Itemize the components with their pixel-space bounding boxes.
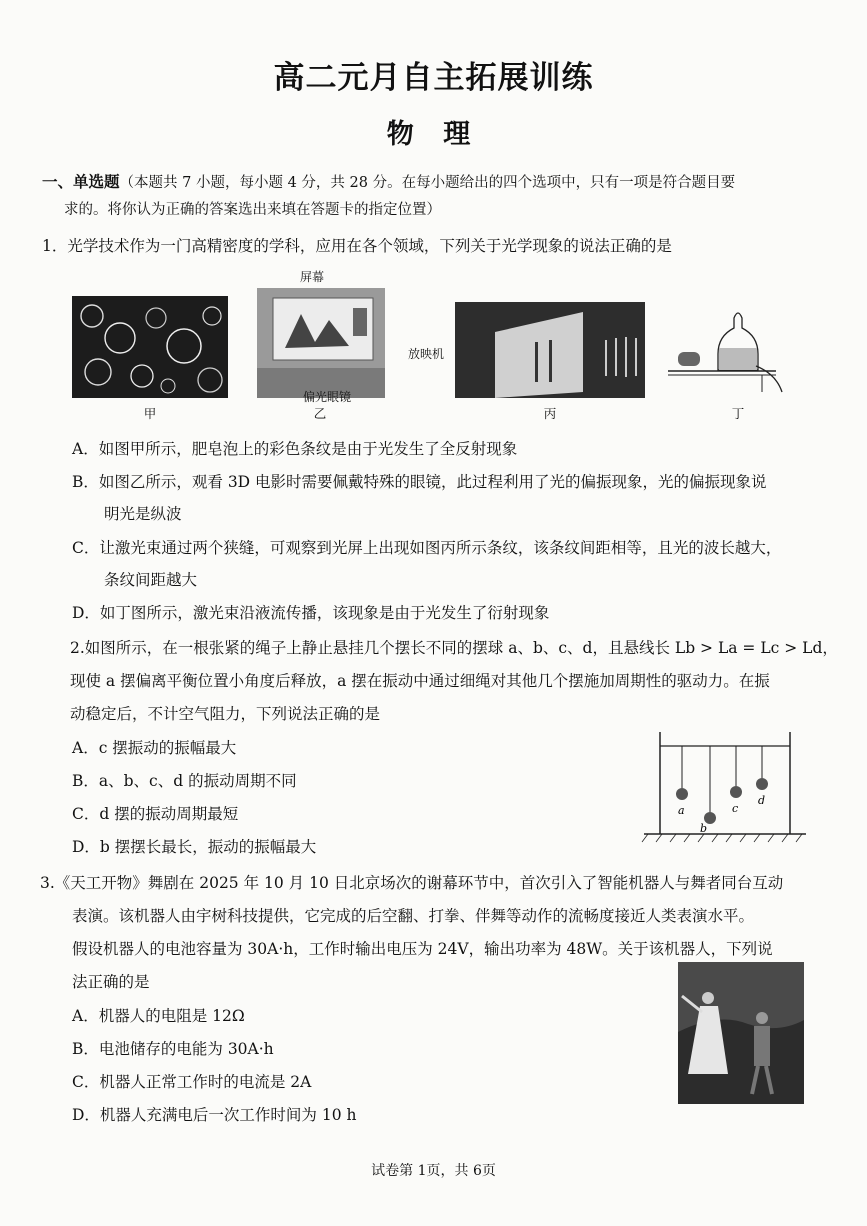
caption-ding: 丁 xyxy=(731,406,745,421)
caption-bing: 丙 xyxy=(543,406,557,421)
robot-dancer-photo xyxy=(678,962,804,1104)
caption-yi: 乙 xyxy=(313,406,327,421)
q2-option-c: C．d 摆的振动周期最短 xyxy=(72,805,239,823)
section-description-2: 求的。将你认为正确的答案选出来填在答题卡的指定位置） xyxy=(64,202,441,218)
pendulum-label-b: b xyxy=(700,822,708,835)
laser-water-diagram xyxy=(664,308,794,394)
pendulum-diagram xyxy=(640,726,810,846)
q2-stem-3: 动稳定后，不计空气阻力，下列说法正确的是 xyxy=(70,705,381,723)
section-description: （本题共 7 小题，每小题 4 分，共 28 分。在每小题给出的四个选项中，只有一项是符合题目要 xyxy=(119,175,736,191)
q3-option-c: C．机器人正常工作时的电流是 2A xyxy=(72,1073,312,1091)
pendulum-label-c: c xyxy=(732,802,739,815)
label-projector: 放映机 xyxy=(408,347,445,361)
double-slit-photo xyxy=(455,302,645,398)
subject-title: 物 理 xyxy=(386,119,481,150)
q3-option-d: D．机器人充满电后一次工作时间为 10 h xyxy=(72,1106,357,1124)
robot-dancer-image xyxy=(678,962,804,1104)
3d-movie-photo xyxy=(257,288,385,398)
q1-option-c-1: C．让激光束通过两个狭缝，可观察到光屏上出现如图丙所示条纹，该条纹间距相等，且光的波长越大， xyxy=(72,539,782,557)
q2-stem-1: 2.如图所示，在一根张紧的绳子上静止悬挂几个摆长不同的摆球 a、b、c、d，且悬线长 Lb > La = Lc > Ld， xyxy=(70,639,838,657)
q1-option-b-2: 明光是纵波 xyxy=(104,505,182,523)
3d-movie-image xyxy=(257,288,385,398)
q1-option-b-1: B．如图乙所示，观看 3D 电影时需要佩戴特殊的眼镜，此过程利用了光的偏振现象，光的偏振现象说 xyxy=(72,473,767,491)
page-footer: 试卷第 1页，共 6页 xyxy=(371,1163,496,1179)
q1-option-c-2: 条纹间距越大 xyxy=(104,571,198,589)
label-screen: 屏幕 xyxy=(300,270,325,284)
pendulum-label-d: d xyxy=(758,794,766,807)
q3-stem-4: 法正确的是 xyxy=(72,973,150,991)
q1-option-d: D．如丁图所示，激光束沿液流传播，该现象是由于光发生了衍射现象 xyxy=(72,604,550,622)
q1-option-a: A．如图甲所示，肥皂泡上的彩色条纹是由于光发生了全反射现象 xyxy=(72,440,518,458)
soap-bubbles-image xyxy=(72,296,228,398)
q3-option-b: B．电池储存的电能为 30A·h xyxy=(72,1040,274,1058)
pendulum-label-a: a xyxy=(678,804,685,817)
q2-option-d: D．b 摆摆长最长，振动的振幅最大 xyxy=(72,838,317,856)
q1-stem: 1．光学技术作为一门高精密度的学科，应用在各个领域，下列关于光学现象的说法正确的是 xyxy=(42,237,672,255)
caption-jia: 甲 xyxy=(143,406,157,421)
page-title: 高二元月自主拓展训练 xyxy=(273,60,594,96)
section-heading-line xyxy=(42,170,735,192)
q3-stem-1: 3.《天工开物》舞剧在 2025 年 10 月 10 日北京场次的谢幕环节中，首次引入了智能机器人与舞者同台互动 xyxy=(40,874,784,892)
soap-bubbles-photo xyxy=(72,296,228,398)
q2-stem-2: 现使 a 摆偏离平衡位置小角度后释放，a 摆在振动中通过细绳对其他几个摆施加周期性的驱动力。在振 xyxy=(70,672,770,690)
label-polarized-glasses: 偏光眼镜 xyxy=(303,390,352,404)
section-heading: 一、单选题 xyxy=(42,172,120,191)
q3-option-a: A．机器人的电阻是 12Ω xyxy=(72,1007,245,1025)
q3-stem-2: 表演。该机器人由宇树科技提供，它完成的后空翻、打拳、伴舞等动作的流畅度接近人类表演水平。 xyxy=(72,907,755,925)
q2-option-a: A．c 摆振动的振幅最大 xyxy=(72,739,237,757)
double-slit-image xyxy=(455,302,645,398)
q2-option-b: B．a、b、c、d 的振动周期不同 xyxy=(72,772,297,790)
q3-stem-3: 假设机器人的电池容量为 30A·h，工作时输出电压为 24V，输出功率为 48W。关于该机器人，下列说 xyxy=(72,940,773,958)
